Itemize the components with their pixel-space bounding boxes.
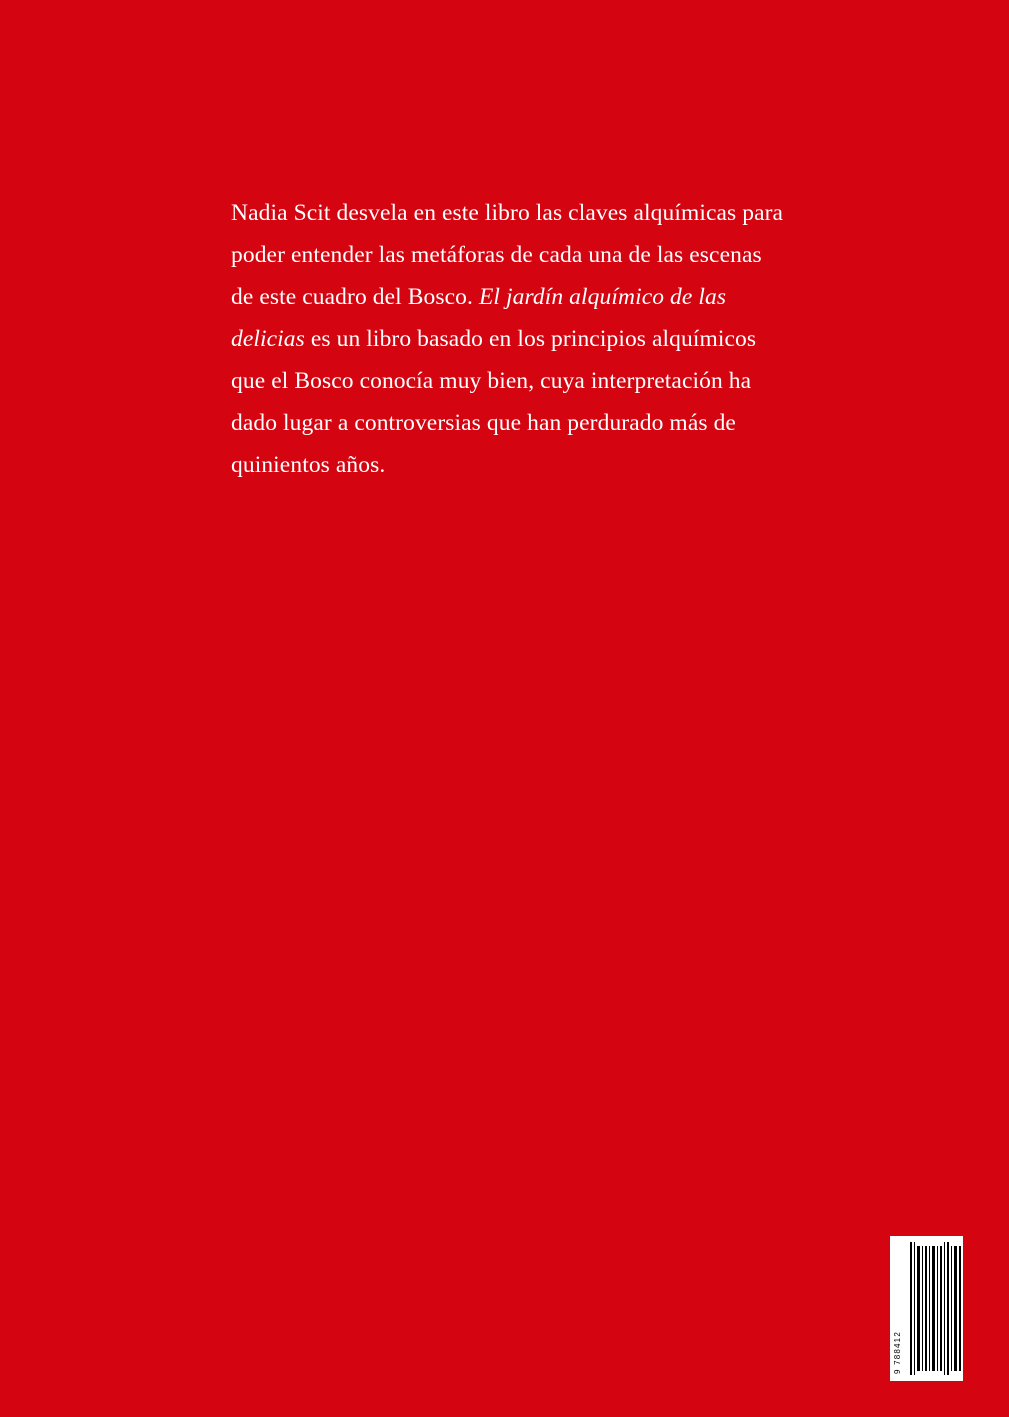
blurb-book-title: El jardín alquímico de las delicias	[231, 284, 727, 352]
ean-13-barcode	[890, 1236, 963, 1381]
blurb-text-part1: Nadia Scit desvela en este libro las claves alquímicas para poder entender las metáforas de cada una de las escenas de este cuadro del Bosco.	[231, 200, 784, 310]
barcode-digits: 9 788412	[893, 1331, 902, 1374]
back-cover-blurb	[231, 192, 787, 486]
blurb-text-part2: es un libro basado en los principios alquímicos que el Bosco conocía muy bien, cuya interpretación ha dado lugar a controversias que han perdurado más de quinientos años.	[231, 326, 757, 478]
